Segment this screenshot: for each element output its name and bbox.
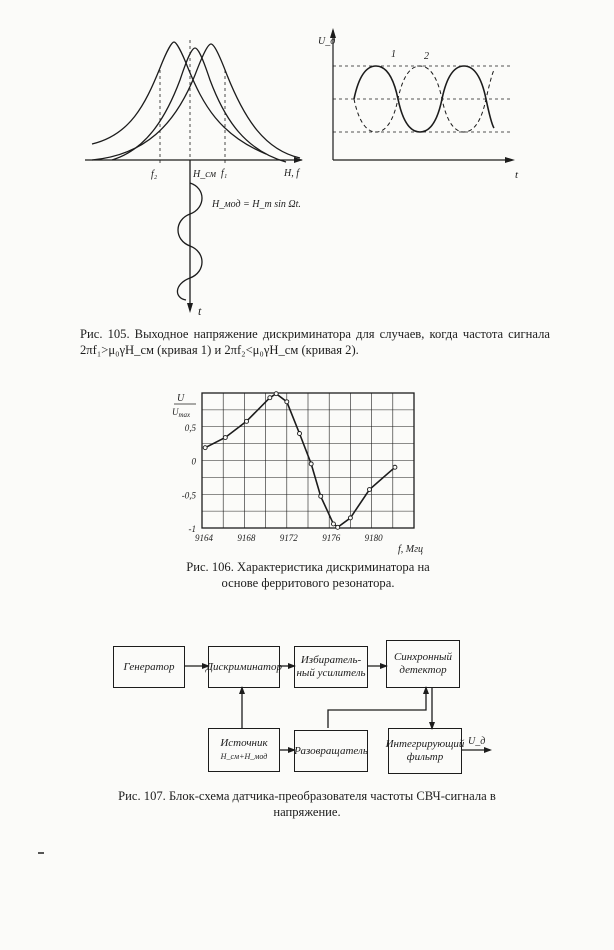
block-amplifier [294,646,368,688]
chart-data-point [268,396,272,400]
block-source-label-line1: Источник [220,737,268,749]
block-source [208,728,280,772]
chart-data-point [274,392,278,396]
fig106-chart [0,385,614,565]
chart-y-tick-label: -1 [188,524,196,534]
block-phase-shifter [294,730,368,772]
chart-x-tick-label: 9172 [279,533,298,543]
chart-data-point [285,400,289,404]
arrowhead-8 [484,747,492,753]
right-y-label: U_д [318,36,336,47]
chart-data-point [331,522,335,526]
h-mod-formula: H_мод = H_m sin Ωt. [212,199,301,210]
resonance-curve-left [92,42,266,154]
chart-y-tick-label: -0,5 [181,490,196,501]
chart-data-point [223,436,227,440]
block-generator [113,646,185,688]
block-sync-detector-label: Синхронный детектор [393,651,453,676]
chart-ylabel-denominator: $U_{max}$ [172,407,191,419]
resonance-curves [92,42,300,162]
tick-f2-label: f₂ [151,169,158,180]
chart-y-tick-label: 0,5 [184,422,196,433]
right-t-label: t [515,169,519,181]
chart-grid [202,393,414,528]
chart-x-tick-label: 9164 [195,533,213,543]
time-axis-label: t [198,304,202,318]
chart-data-point [336,525,340,529]
chart-xlabel: f, Мгц [398,544,424,555]
fig105-caption: Рис. 105. Выходное напряжение дискриминатора для случаев, когда частота сигнала 2πf₁>μ₀γH_см (кривая 1) и 2πf₂<μ₀γH_см (кривая 2). [80,327,550,357]
block-discriminator-label: Дискриминатор [206,660,282,673]
output-label: U_д [468,736,486,747]
curve-1-label: 1 [391,49,396,60]
block-amplifier-label: Избиратель-ный усилитель [296,654,366,679]
chart-data-point [348,516,352,520]
arrow-phase-detector [328,688,426,728]
chart-y-tick-label: 0 [191,456,196,467]
chart-data-point [367,488,371,492]
block-discriminator [208,646,280,688]
resonance-curve-right [92,44,300,160]
block-integrator-label: Интегрирующий фильтр [385,738,465,763]
chart-x-tick-label: 9180 [364,533,383,543]
block-sync-detector [386,640,460,688]
fig106-caption: Рис. 106. Характеристика дискриминатора на основе ферритового резонатора. [186,560,430,590]
page-mark [38,852,44,854]
chart-data-point [245,419,249,423]
chart-x-tick-label: 9176 [322,533,341,543]
block-integrator [385,728,465,774]
block-generator-label: Генератор [123,660,175,673]
chart-data-point [298,432,302,436]
right-t-axis-arrow [505,157,515,163]
block-phase-shifter-label: Разовращатель [294,744,368,757]
curve-2-label: 2 [424,51,429,62]
fig107-caption: Рис. 107. Блок-схема датчика-преобразователя частоты СВЧ-сигнала в напряжение. [118,789,496,819]
fig105-graph [0,0,614,330]
block-source-label-line2: H_см+H_мод [220,752,268,761]
chart-data-point [309,462,313,466]
chart-data-point [203,446,207,450]
chart-ylabel-numerator: U [177,393,185,404]
chart-data-point [319,494,323,498]
chart-x-tick-label: 9168 [237,533,256,543]
time-axis-arrow [187,303,193,313]
tick-hcm-label: H_см [193,169,217,180]
left-axis-label: H, f [284,168,299,179]
tick-f1-label: f₁ [221,168,228,179]
chart-tick-labels [182,423,383,543]
chart-data-point [393,465,397,469]
